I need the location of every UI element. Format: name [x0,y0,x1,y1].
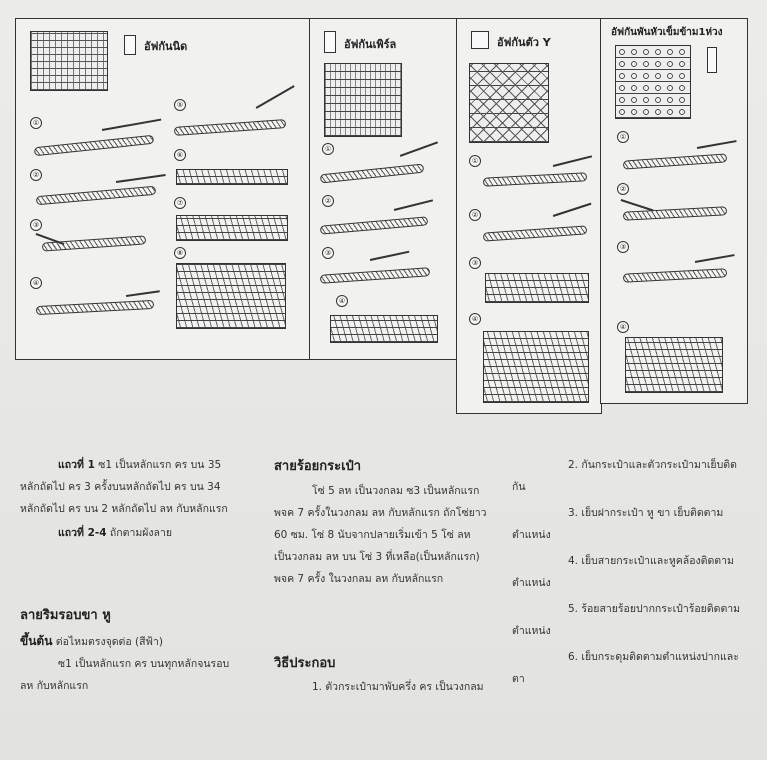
chain-illustration [36,186,156,205]
chain-illustration [483,172,587,186]
knit-symbol-icon [124,35,136,55]
chain-illustration [320,216,428,234]
assembly-item-4 [512,550,746,594]
row1-text: ซ1 เป็นหลักแรก คร บน 35 หลักถัดไป คร 3 ครั้งบนหลักถัดไป คร บน 34 หลักถัดไป คร บน 2 หลักถัดไป ลห กับหลักแรก [20,459,228,515]
row2-label: แถวที่ 2-4 [58,527,107,539]
hook-illustration [394,199,433,210]
stitch-panel-afghan-purl [309,18,459,360]
row2-paragraph [20,522,242,544]
chain-illustration [320,267,430,284]
step-number: ① [469,155,481,167]
step-number: ① [617,131,629,143]
start-label: ขึ้นต้น [20,634,53,648]
step-number: ② [30,169,42,181]
hook-illustration [126,290,160,296]
chain-illustration [174,119,286,136]
fabric-illustration [176,263,286,329]
stitch-panel-afghan-y [456,18,602,414]
step-number: ④ [336,295,348,307]
wrap-swatch-chart [615,45,691,119]
fabric-illustration [176,169,288,185]
assembly-item-4-text: 4. เย็บสายกระเป๋าและหูคล้องติดตามตำแหน่ง [512,555,734,589]
panel-title-purl: อัฟกันเพิร์ล [344,38,397,51]
stitch-panel-afghan-wrap [600,18,748,404]
assembly-item-6-text: 6. เย็บกระดุมติดตามตำแหน่งปากและตา [512,651,739,685]
panel-title-wrap: อัฟกันพันหัวเข็มข้าม1ห่วง [611,27,723,38]
chain-illustration [623,153,727,169]
stitch-panel-afghan-knit [15,18,311,360]
fabric-illustration [483,331,589,403]
panel-title-knit: อัฟกันนิด [144,40,188,53]
fabric-illustration [485,273,589,303]
row2-text: ถักตามผังลาย [109,527,173,539]
step-number: ④ [30,277,42,289]
fabric-illustration [625,337,723,393]
row1-paragraph [20,454,242,520]
text-column-1-b [20,630,242,697]
step-number: ⑦ [174,197,186,209]
chain-illustration [623,206,727,220]
assembly-item-3 [512,502,746,546]
step-number: ③ [322,247,334,259]
step-number: ④ [469,313,481,325]
knit-swatch-chart [30,31,108,91]
assembly-item-1-text: 1. ตัวกระเป๋ามาพับครึ่ง คร เป็นวงกลม [312,681,484,693]
text-column-1 [20,454,242,544]
hook-illustration [400,141,438,156]
text-column-2 [274,480,488,590]
assembly-item-6 [512,646,746,690]
hook-illustration [102,119,161,131]
step-number: ③ [30,219,42,231]
start-text: ต่อไหมตรงจุดต่อ (สีฟ้า) [55,636,163,648]
heading-assembly: วิธีประกอบ [274,656,336,671]
fabric-illustration [176,215,288,241]
step-number: ⑧ [174,247,186,259]
assembly-item-2-text: 2. กันกระเป๋าและตัวกระเป๋ามาเย็บติดกัน [512,459,737,493]
step-number: ④ [617,321,629,333]
step-number: ① [322,143,334,155]
drawstring-text: โซ่ 5 ลห เป็นวงกลม ซ3 เป็นหลักแรก พจค 7 ครั้งในวงกลม ลห กับหลักแรก ถักโซ่ยาว 60 ซม. โซ่ 8 นับจากปลายเริ่มเข้า 5 โซ่ ลห เป็นวงกลม ลห บน โซ่ 3 ที่เหลือ(เป็นหลักแรก) พจค 7 ครั้ง ในวงกลม ลห กับหลักแรก [274,485,487,585]
hook-illustration [116,174,166,182]
trim-text: ซ1 เป็นหลักแรก คร บนทุกหลักจนรอบ ลห กับหลักแรก [20,658,230,692]
step-number: ① [30,117,42,129]
assembly-item-5 [512,598,746,642]
step-number: ③ [469,257,481,269]
heading-edge-trim: ลายริมรอบขา หู [20,608,111,623]
chain-illustration [623,268,727,282]
chain-illustration [320,164,424,184]
hook-illustration [621,199,654,211]
hook-illustration [256,85,295,108]
step-number: ⑥ [174,149,186,161]
assembly-item-3-text: 3. เย็บฝากระเป๋า หู ขา เย็บติดตามตำแหน่ง [512,507,724,541]
step-number: ② [469,209,481,221]
text-column-2-b [274,676,488,698]
assembly-item-1 [274,676,488,698]
heading-drawstring: สายร้อยกระเป๋า [274,459,362,474]
step-number: ② [617,183,629,195]
purl-swatch-chart [324,63,402,137]
trim-paragraph [20,653,242,697]
purl-symbol-icon [324,31,336,53]
y-stitch-swatch-chart [469,63,549,143]
hook-illustration [695,254,735,262]
row1-label: แถวที่ 1 [58,459,95,471]
fabric-illustration [330,315,438,343]
hook-illustration [553,203,592,217]
chain-illustration [483,225,587,241]
step-number: ⑤ [174,99,186,111]
drawstring-paragraph [274,480,488,590]
hook-illustration [697,140,737,148]
chain-illustration [42,235,146,251]
y-stitch-symbol-icon [471,31,489,49]
wrap-symbol-icon [707,47,717,73]
chain-illustration [36,300,154,315]
hook-illustration [553,155,592,166]
hook-illustration [370,251,409,261]
step-number: ③ [617,241,629,253]
text-column-3 [512,454,746,690]
step-number: ② [322,195,334,207]
assembly-item-2 [512,454,746,498]
panel-title-y: อัฟกันตัว Y [497,36,551,49]
assembly-item-5-text: 5. ร้อยสายร้อยปากกระเป๋าร้อยติดตามตำแหน่ง [512,603,741,637]
chain-illustration [34,135,154,156]
start-paragraph [20,630,242,653]
